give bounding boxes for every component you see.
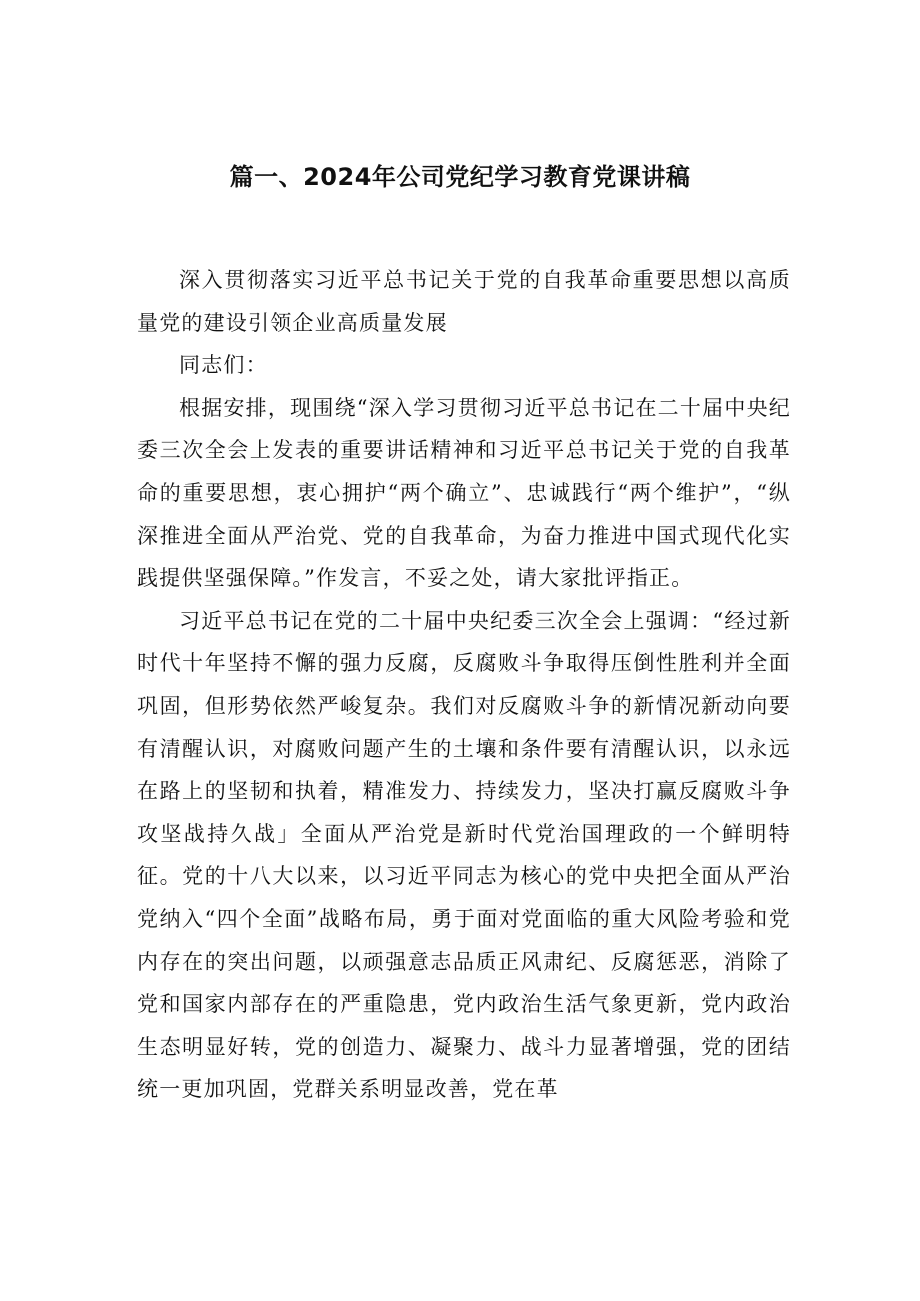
body-paragraph: 根据安排，现围绕“深入学习贯彻习近平总书记在二十届中央纪委三次全会上发表的重要讲话精神和习近平总书记关于党的自我革命的重要思想，衷心拥护“两个确立”、忠诚践行“两个维护”，“纵深推进全面从严治党、党的自我革命，为奋力推进中国式现代化实践提供坚强保障。”作发言，不妥之处，请大家批评指正。 [137,395,791,591]
subtitle-paragraph: 深入贯彻落实习近平总书记关于党的自我革命重要思想以高质量党的建设引领企业高质量发展 [137,268,791,335]
body-paragraph: 习近平总书记在党的二十届中央纪委三次全会上强调：“经过新时代十年坚持不懈的强力反腐，反腐败斗争取得压倒性胜利并全面巩固，但形势依然严峻复杂。我们对反腐败斗争的新情况新动向要有清醒认识，对腐败问题产生的土壤和条件要有清醒认识，以永远在路上的坚韧和执着，精准发力、持续发力，坚决打赢反腐败斗争攻坚战持久战」全面从严治党是新时代党治国理政的一个鲜明特征。党的十八大以来，以习近平同志为核心的党中央把全面从严治党纳入“四个全面”战略布局，勇于面对党面临的重大风险考验和党内存在的突出问题，以顽强意志品质正风肃纪、反腐惩恶，消除了党和国家内部存在的严重隐患，党内政治生活气象更新，党内政治生态明显好转，党的创造力、凝聚力、战斗力显著增强，党的团结统一更加巩固，党群关系明显改善，党在革 [137,608,791,1102]
document-title: 篇一、2024年公司党纪学习教育党课讲稿 [229,163,691,191]
salutation-paragraph: 同志们： [179,353,268,378]
document-body [137,259,791,1111]
